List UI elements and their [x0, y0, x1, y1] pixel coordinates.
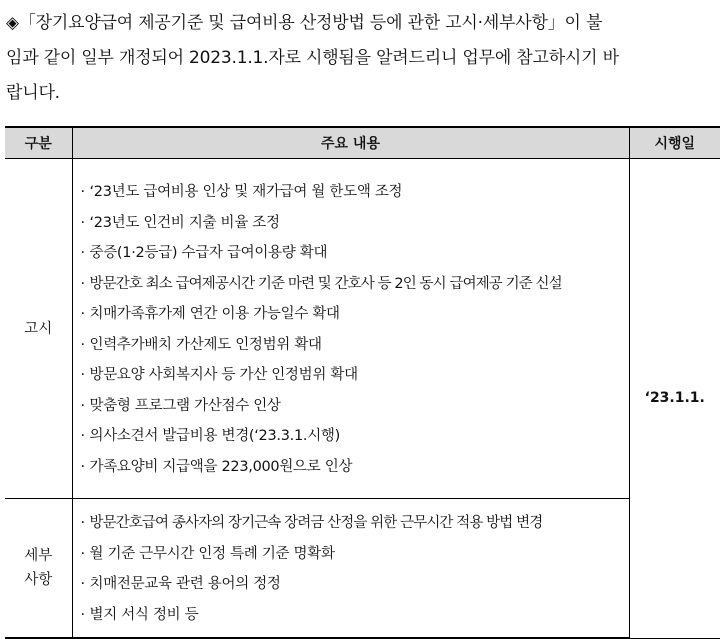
category-details-line-1: 세부 [24, 548, 53, 564]
list-item-text: ‘23년도 인건비 지출 비율 조정 [89, 214, 280, 231]
header-category: 구분 [5, 127, 72, 159]
notice-items-cell [72, 159, 629, 499]
notice-intro [6, 6, 718, 111]
details-items-cell [72, 499, 629, 639]
bullet-mark: · [80, 306, 85, 322]
revision-summary-table [5, 126, 720, 639]
category-details-line-2: 사항 [24, 572, 53, 588]
intro-line-3: 랍니다. [6, 83, 60, 103]
table-row-details [5, 499, 720, 639]
category-details [5, 499, 72, 639]
bullet-mark: · [80, 606, 85, 623]
bullet-mark: · [80, 515, 85, 531]
list-item-text: 별지 서식 정비 등 [89, 606, 199, 623]
list-item-text: 방문요양 사회복지사 등 가산 인정범위 확대 [89, 367, 358, 383]
list-item-text: 인력추가배치 가산제도 인정범위 확대 [89, 336, 322, 353]
list-item-text: 치매가족휴가제 연간 이용 가능일수 확대 [89, 306, 340, 322]
list-item [81, 238, 629, 269]
bullet-mark: · [80, 245, 85, 261]
bullet-mark: · [80, 214, 85, 231]
list-item [81, 360, 629, 391]
intro-line-1: ◈「장기요양급여 제공기준 및 급여비용 산정방법 등에 관한 고시·세부사항」이 불 [6, 13, 603, 33]
bullet-mark: · [80, 545, 85, 562]
bullet-mark: · [80, 367, 85, 383]
bullet-mark: · [80, 336, 85, 353]
list-item [81, 600, 629, 631]
list-item [81, 330, 629, 361]
list-item-text: 맞춤형 프로그램 가산점수 인상 [89, 397, 281, 414]
bullet-mark: · [80, 428, 85, 444]
list-item-text: 의사소견서 발급비용 변경(‘23.3.1.시행) [89, 428, 340, 444]
list-item [81, 299, 629, 330]
bullet-mark: · [80, 458, 85, 475]
category-notice: 고시 [5, 159, 72, 499]
intro-line-2: 임과 같이 일부 개정되어 2023.1.1.자로 시행됨을 알려드리니 업무에 참고하시기 바 [6, 48, 619, 68]
list-item [81, 391, 629, 422]
details-item-list [73, 499, 629, 637]
list-item-text: 가족요양비 지급액을 223,000원으로 인상 [89, 458, 353, 475]
list-item-text: 방문간호 최소 급여제공시간 기준 마련 및 간호사 등 2인 동시 급여제공 기준 신설 [89, 275, 562, 292]
list-item-text: 중증(1·2등급) 수급자 급여이용량 확대 [89, 245, 328, 261]
list-item [81, 508, 629, 539]
bullet-mark: · [80, 397, 85, 414]
header-effective-date: 시행일 [629, 127, 720, 159]
list-item-text: 월 기준 근무시간 인정 특례 기준 명확화 [89, 545, 335, 562]
list-item-text: 방문간호급여 종사자의 장기근속 장려금 산정을 위한 근무시간 적용 방법 변경 [89, 515, 543, 531]
list-item [81, 539, 629, 570]
bullet-mark: · [80, 184, 85, 200]
list-item [81, 421, 629, 452]
header-main-content: 주요 내용 [72, 127, 629, 159]
table-row-notice [5, 159, 720, 499]
list-item-text: 치매전문교육 관련 용어의 정정 [89, 576, 281, 592]
list-item [81, 452, 629, 483]
notice-item-list [73, 159, 629, 498]
bullet-mark: · [80, 275, 85, 292]
list-item [81, 569, 629, 600]
bullet-mark: · [80, 576, 85, 592]
list-item-text: ‘23년도 급여비용 인상 및 재가급여 월 한도액 조정 [89, 184, 403, 200]
list-item [81, 208, 629, 239]
effective-date-cell: ‘23.1.1. [629, 159, 720, 639]
list-item [81, 177, 629, 208]
list-item [81, 269, 629, 300]
table-header-row [5, 127, 720, 159]
